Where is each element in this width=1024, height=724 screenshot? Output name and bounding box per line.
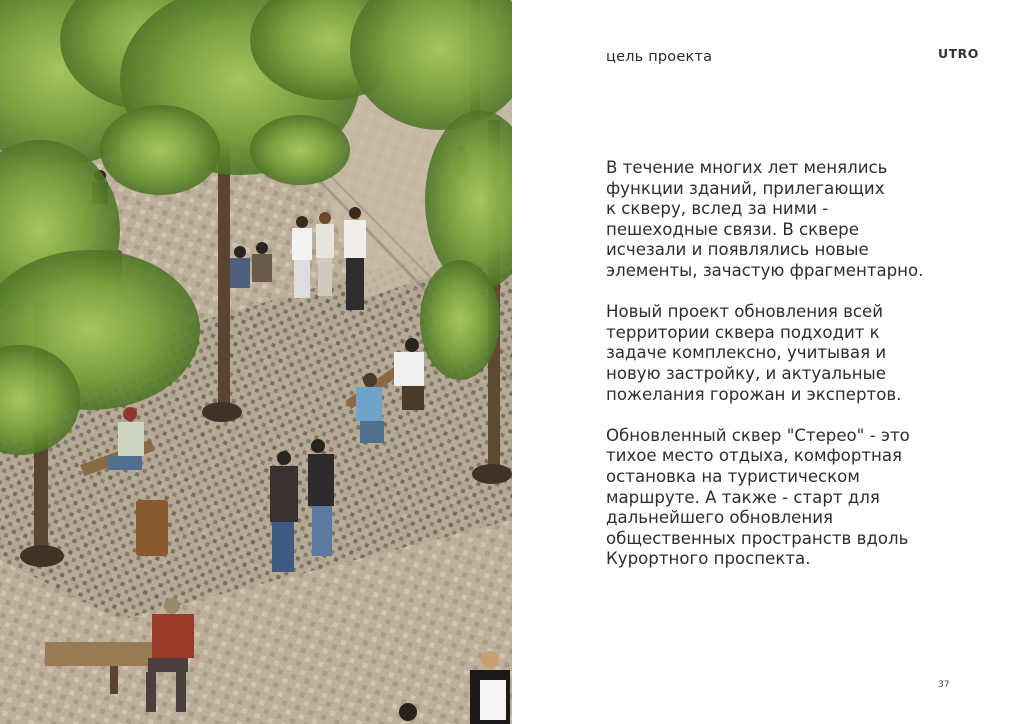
text-line: маршруте. А также - старт для (606, 487, 880, 507)
trash-bin (136, 500, 168, 556)
brand-logo: UTRO (938, 46, 979, 61)
text-line: исчезали и появлялись новые (606, 240, 869, 260)
text-line: территории сквера подходит к (606, 322, 880, 342)
page-number: 37 (938, 680, 950, 690)
paragraph-1 (606, 158, 946, 282)
paragraph-3 (606, 426, 946, 570)
text-line: функции зданий, прилегающих (606, 178, 885, 198)
text-line: остановка на туристическом (606, 466, 860, 486)
text-line: пешеходные связи. В сквере (606, 219, 859, 239)
text-line: Курортного проспекта. (606, 549, 811, 569)
text-line: Обновленный сквер "Стерео" - это (606, 425, 910, 445)
text-line: В течение многих лет менялись (606, 158, 888, 177)
text-line: Новый проект обновления всей (606, 302, 884, 322)
text-line: пожелания горожан и экспертов. (606, 384, 902, 404)
text-line: тихое место отдыха, комфортная (606, 446, 903, 466)
paragraph-2 (606, 302, 946, 405)
text-line: общественных пространств вдоль (606, 528, 909, 548)
text-line: задаче комплексно, учитывая и (606, 343, 887, 363)
text-line: элементы, зачастую фрагментарно. (606, 260, 924, 280)
section-title: цель проекта (606, 49, 713, 65)
text-line: дальнейшего обновления (606, 508, 834, 528)
text-line: новую застройку, и актуальные (606, 363, 886, 383)
text-line: к скверу, вслед за ними - (606, 199, 829, 219)
body-text (606, 158, 946, 590)
